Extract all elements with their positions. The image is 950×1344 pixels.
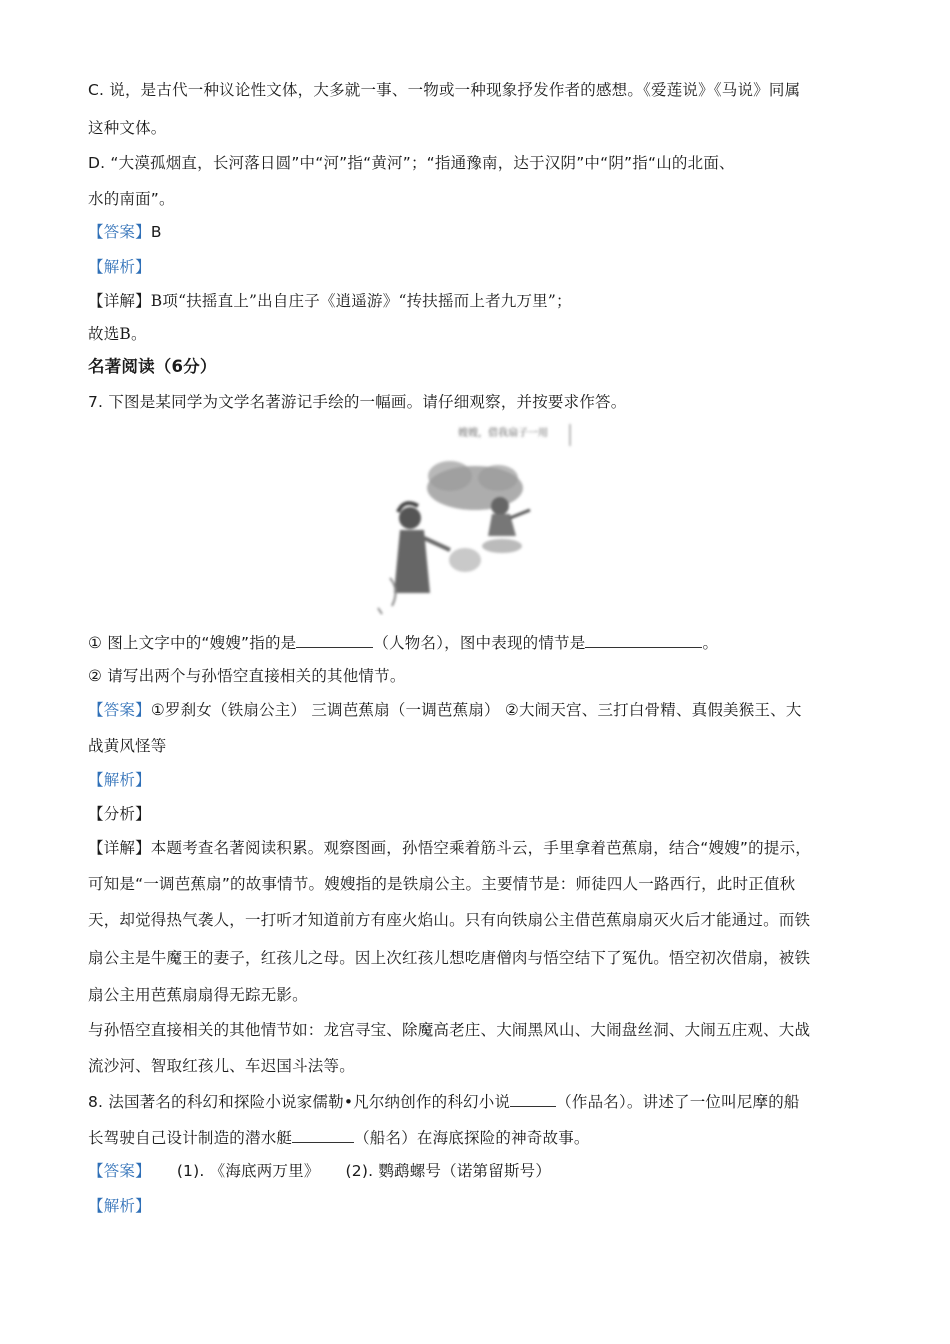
q7-prompt: 7. 下图是某同学为文学名著游记手绘的一幅画。请仔细观察，并按要求作答。 <box>88 393 627 411</box>
q6-detail: 【详解】B项“扶摇直上”出自庄子《逍遥游》“抟扶摇而上者九万里”； <box>88 292 572 310</box>
q7-answer-line2: 战黄风怪等 <box>88 737 167 755</box>
option-d-line1: D. “大漠孤烟直，长河落日圆”中“河”指“黄河”；“指通豫南，达于汉阴”中“阴”指“山的北面、 <box>88 154 735 172</box>
answer-value: B <box>150 223 162 241</box>
blank-person <box>296 633 373 648</box>
q7-sub1: ① 图上文字中的“嫂嫂”指的是 （人物名），图中表现的情节是 。 <box>88 634 719 652</box>
q8-answer: 【答案】 (1). 《海底两万里》 (2). 鹦鹉螺号（诺第留斯号） <box>88 1162 552 1180</box>
option-c-line1: C. 说，是古代一种议论性文体，大多就一事、一物或一种现象抒发作者的感想。《爱莲说》《马说》同属 <box>88 81 801 99</box>
blank-work-title <box>510 1092 556 1107</box>
q7-analysis-tag: 【解析】 <box>88 771 151 789</box>
q7-fenxi-tag: 【分析】 <box>88 805 151 823</box>
answer-tag: 【答案】 <box>88 701 151 719</box>
blank-plot <box>585 633 702 648</box>
option-d-line2: 水的南面”。 <box>88 190 175 208</box>
q7-detail-line3: 天，却觉得热气袭人，一打听才知道前方有座火焰山。只有向铁扇公主借芭蕉扇扇灭火后才能通过。而铁 <box>88 911 811 929</box>
q7-answer-line1: 【答案】①罗刹女（铁扇公主） 三调芭蕉扇（一调芭蕉扇） ②大闹天宫、三打白骨精、真假美猴王、大 <box>88 701 802 719</box>
answer-tag: 【答案】 <box>88 1162 151 1180</box>
q7-detail-line6: 与孙悟空直接相关的其他情节如：龙宫寻宝、除魔高老庄、大闹黑风山、大闹盘丝洞、大闹五庄观、大战 <box>88 1021 811 1039</box>
q7-detail-line7: 流沙河、智取红孩儿、车迟国斗法等。 <box>88 1057 355 1075</box>
q6-analysis-tag: 【解析】 <box>88 258 151 276</box>
q8-analysis-tag: 【解析】 <box>88 1197 151 1215</box>
q7-sub2: ② 请写出两个与孙悟空直接相关的其他情节。 <box>88 667 406 685</box>
illustration-caption: 嫂嫂，借我扇子一用 <box>458 428 548 439</box>
q7-detail-line5: 扇公主用芭蕉扇扇得无踪无影。 <box>88 986 308 1004</box>
section-title: 名著阅读（6分） <box>88 357 217 376</box>
q6-answer <box>88 221 162 243</box>
answer-tag: 【答案】 <box>88 223 151 241</box>
option-c-line2: 这种文体。 <box>88 119 167 137</box>
q6-conclusion: 故选B。 <box>88 325 147 343</box>
q8-prompt-line1: 8. 法国著名的科幻和探险小说家儒勒•凡尔纳创作的科幻小说 （作品名）。讲述了一位叫尼摩的船 <box>88 1093 800 1111</box>
q7-detail-line1: 【详解】本题考查名著阅读积累。观察图画，孙悟空乘着筋斗云，手里拿着芭蕉扇，结合“嫂嫂”的提示， <box>88 839 811 857</box>
illustration-image <box>370 418 580 616</box>
q8-prompt-line2: 长驾驶自己设计制造的潜水艇 （船名）在海底探险的神奇故事。 <box>88 1129 590 1147</box>
q7-detail-line4: 扇公主是牛魔王的妻子，红孩儿之母。因上次红孩儿想吃唐僧肉与悟空结下了冤仇。悟空初次借扇，被铁 <box>88 949 811 967</box>
blank-ship-name <box>292 1128 354 1143</box>
q7-detail-line2: 可知是“一调芭蕉扇”的故事情节。嫂嫂指的是铁扇公主。主要情节是：师徒四人一路西行，此时正值秋 <box>88 875 796 893</box>
